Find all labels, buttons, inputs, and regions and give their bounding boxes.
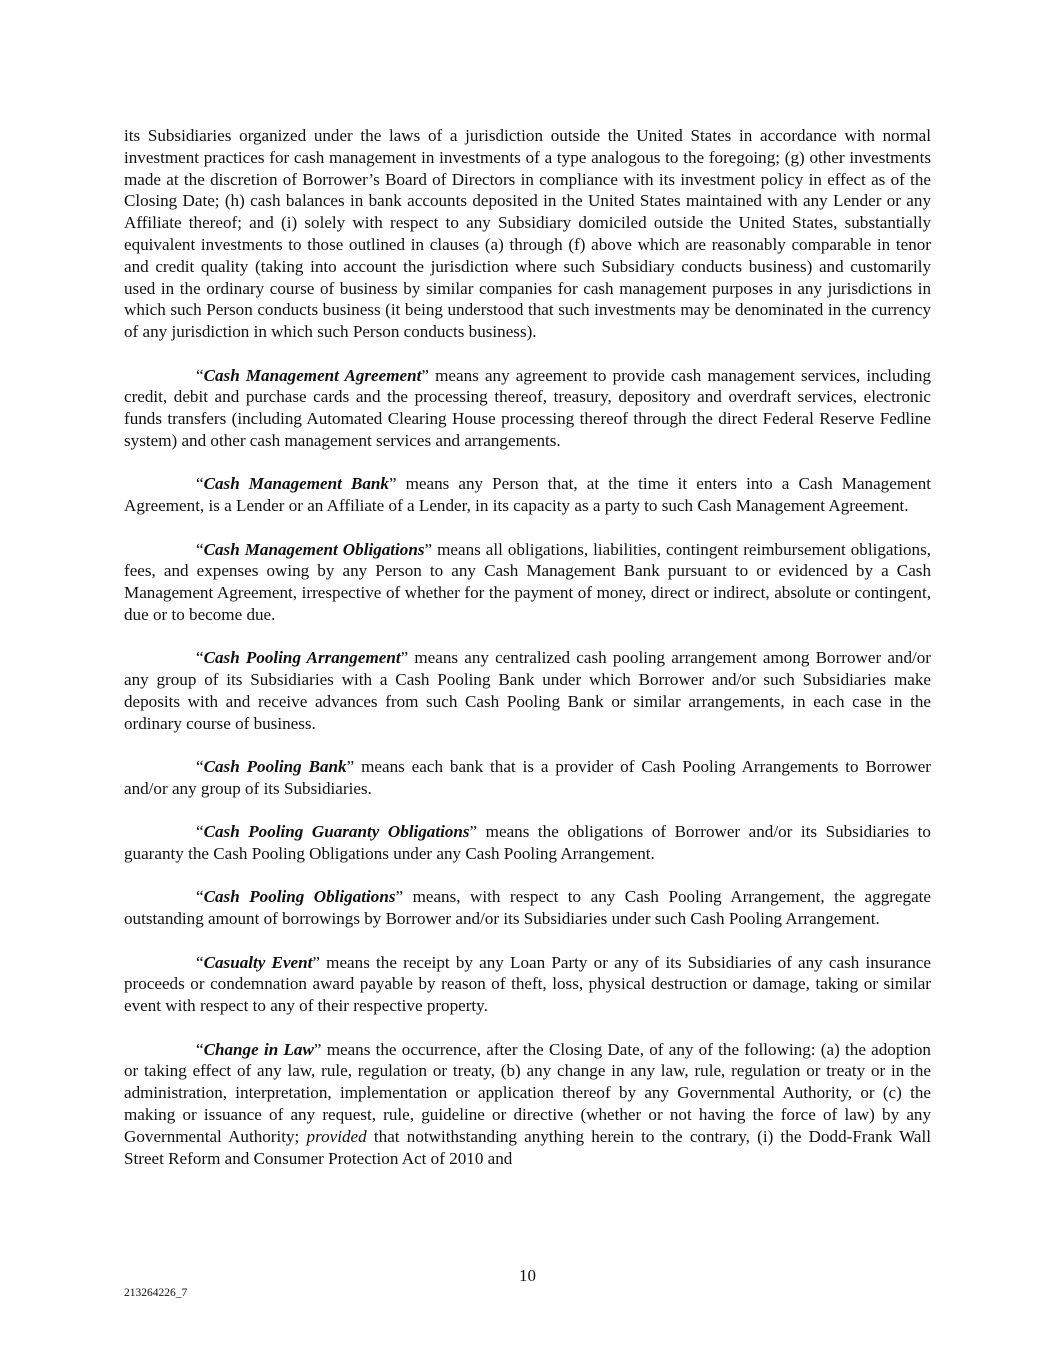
page-number: 10 [519,1266,536,1285]
document-id: 213264226_7 [124,1287,188,1299]
document-body [124,125,931,1191]
defined-term: Cash Pooling Arrangement [203,648,401,668]
defined-term: Cash Pooling Bank [203,757,347,777]
definition-cash-management-obligations: “Cash Management Obligations” means all obligations, liabilities, contingent reimbursement obligations, fees, and expenses owing by any Person to any Cash Management Bank pursuant to or evidenced by a Cash Management Agreement, irrespective of whether for the payment of money, direct or indirect, absolute or contingent, due or to become due. [124,539,932,624]
definition-text: means any agreement to provide cash management services, including credit, debit and purchase cards and the processing thereof, treasury, depository and overdraft services, electronic funds transfers (including Automated Clearing House processing thereof through the direct Federal Reserve Fedline system) and other cash management services and arrangements. [124,365,931,450]
italic-proviso: provided [306,1126,367,1146]
definition-text: means any centralized cash pooling arrangement among Borrower and/or any group of its Subsidiaries with a Cash Pooling Bank under which Borrower and/or such Subsidiaries make deposits with and receive advances from such Cash Pooling Bank or similar arrangements, in each case in the ordinary course of business. [124,648,931,733]
definition-text: means each bank that is a provider of Cash Pooling Arrangements to Borrower and/or any group of its Subsidiaries. [124,757,932,798]
definition-text: means all obligations, liabilities, contingent reimbursement obligations, fees, and expenses owing by any Person to any Cash Management Bank pursuant to or evidenced by a Cash Management Agreement, irrespective of whether for the payment of money, direct or indirect, absolute or contingent, due or to become due. [124,539,932,624]
definition-text-continued: that notwithstanding anything herein to the contrary, (i) the Dodd-Frank Wall Street Reform and Consumer Protection Act of 2010 and [124,1126,931,1168]
definition-cash-management-agreement: “Cash Management Agreement” means any agreement to provide cash management services, including credit, debit and purchase cards and the processing thereof, treasury, depository and overdraft services, electronic funds transfers (including Automated Clearing House processing thereof through the direct Federal Reserve Fedline system) and other cash management services and arrangements. [124,365,931,450]
definition-cash-pooling-bank: “Cash Pooling Bank” means each bank that is a provider of Cash Pooling Arrangements to Borrower and/or any group of its Subsidiaries. [124,757,932,798]
defined-term: Cash Management Obligations [203,539,425,559]
defined-term: Cash Management Bank [203,474,389,494]
definition-text: means the occurrence, after the Closing Date, of any of the following: (a) the adoption or taking effect of any law, rule, regulation or treaty, (b) any change in any law, rule, regulation or treaty or in the administration, interpretation, implementation or application thereof by any Governmental Authority, or (c) the making or issuance of any request, rule, guideline or directive (whether or not having the force of law) by any Governmental Authority; [124,1039,931,1146]
defined-term: Cash Pooling Guaranty Obligations [203,822,470,842]
definition-text: means the receipt by any Loan Party or any of its Subsidiaries of any cash insurance proceeds or condemnation award payable by reason of theft, loss, physical destruction or damage, taking or similar event with respect to any of their respective property. [124,952,931,1016]
defined-term: Cash Management Agreement [203,365,422,385]
definition-casualty-event: “Casualty Event” means the receipt by any Loan Party or any of its Subsidiaries of any cash insurance proceeds or condemnation award payable by reason of theft, loss, physical destruction or damage, taking or similar event with respect to any of their respective property. [124,952,931,1016]
definition-change-in-law: “Change in Law” means the occurrence, after the Closing Date, of any of the following: (a) the adoption or taking effect of any law, rule, regulation or treaty, (b) any change in any law, rule, regulation or treaty or in the administration, interpretation, implementation or application thereof by any Governmental Authority, or (c) the making or issuance of any request, rule, guideline or directive (whether or not having the force of law) by any Governmental Authority; provided that notwithstanding anything herein to the contrary, (i) the Dodd-Frank Wall Street Reform and Consumer Protection Act of 2010 and [124,1039,931,1168]
opening-paragraph: its Subsidiaries organized under the laws of a jurisdiction outside the United States in accordance with normal investment practices for cash management in investments of a type analogous to the foregoing; (g) other investments made at the discretion of Borrower’s Board of Directors in compliance with its investment policy in effect as of the Closing Date; (h) cash balances in bank accounts deposited in the United States maintained with any Lender or any Affiliate thereof; and (i) solely with respect to any Subsidiary domiciled outside the United States, substantially equivalent investments to those outlined in clauses (a) through (f) above which are reasonably comparable in tenor and credit quality (taking into account the jurisdiction where such Subsidiary conducts business) and customarily used in the ordinary course of business by similar companies for cash management purposes in any jurisdictions in which such Person conducts business (it being understood that such investments may be denominated in the currency of any jurisdiction in which such Person conducts business). [124,126,931,342]
defined-term: Change in Law [203,1039,314,1059]
definition-text: means, with respect to any Cash Pooling Arrangement, the aggregate outstanding amount of borrowings by Borrower and/or its Subsidiaries under such Cash Pooling Arrangement. [124,887,931,929]
definition-cash-pooling-guaranty-obligations: “Cash Pooling Guaranty Obligations” means the obligations of Borrower and/or its Subsidiaries to guaranty the Cash Pooling Obligations under any Cash Pooling Arrangement. [124,822,931,864]
definition-cash-pooling-obligations: “Cash Pooling Obligations” means, with respect to any Cash Pooling Arrangement, the aggregate outstanding amount of borrowings by Borrower and/or its Subsidiaries under such Cash Pooling Arrangement. [124,887,931,929]
definition-text: means any Person that, at the time it enters into a Cash Management Agreement, is a Lender or an Affiliate of a Lender, in its capacity as a party to such Cash Management Agreement. [124,474,931,516]
defined-term: Casualty Event [203,952,313,972]
definition-cash-pooling-arrangement: “Cash Pooling Arrangement” means any centralized cash pooling arrangement among Borrower and/or any group of its Subsidiaries with a Cash Pooling Bank under which Borrower and/or such Subsidiaries make deposits with and receive advances from such Cash Pooling Bank or similar arrangements, in each case in the ordinary course of business. [124,648,931,733]
definition-cash-management-bank: “Cash Management Bank” means any Person that, at the time it enters into a Cash Management Agreement, is a Lender or an Affiliate of a Lender, in its capacity as a party to such Cash Management Agreement. [124,474,931,516]
defined-term: Cash Pooling Obligations [203,887,396,907]
definition-text: means the obligations of Borrower and/or its Subsidiaries to guaranty the Cash Pooling Obligations under any Cash Pooling Arrangement. [124,822,931,864]
